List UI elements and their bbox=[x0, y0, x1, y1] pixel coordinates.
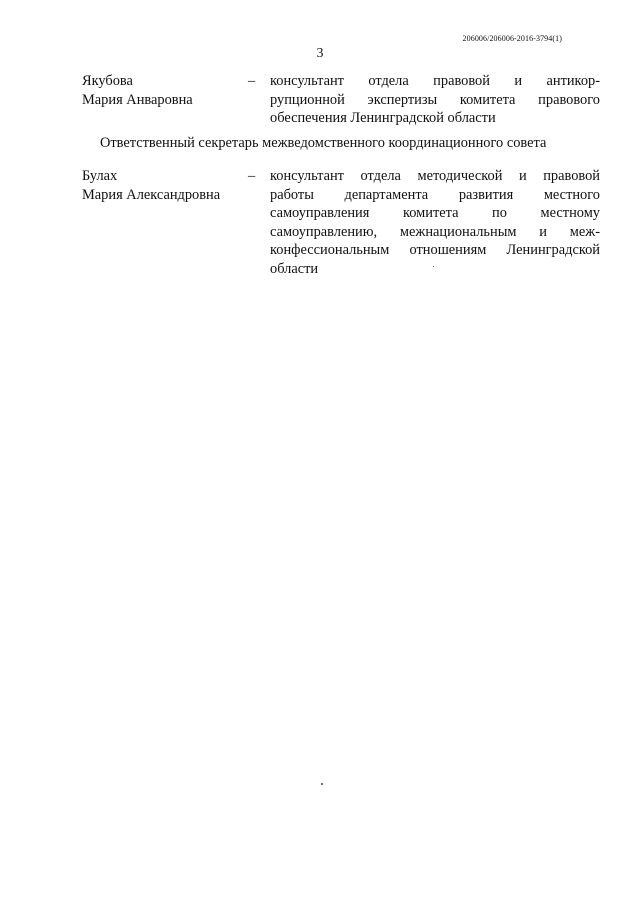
member-description bbox=[270, 167, 600, 278]
description-line: обеспечения Ленинградской области bbox=[270, 110, 496, 126]
member-surname: Булах bbox=[82, 168, 118, 184]
member-name bbox=[82, 167, 252, 204]
document-code: 206006/206006-2016-3794(1) bbox=[462, 34, 562, 43]
member-entry bbox=[82, 72, 602, 132]
member-surname: Якубова bbox=[82, 73, 133, 89]
member-entry bbox=[82, 167, 602, 277]
member-description bbox=[270, 72, 600, 128]
member-given-names: Мария Анваровна bbox=[82, 91, 193, 108]
description-line: области bbox=[270, 260, 319, 277]
description-line: самоуправлению, межнациональным и меж- bbox=[270, 223, 600, 240]
member-dash: – bbox=[248, 73, 256, 89]
description-line: консультант отдела методической и правовой bbox=[270, 168, 600, 184]
member-given-names: Мария Александровна bbox=[82, 186, 221, 203]
member-name bbox=[82, 72, 252, 109]
description-line: конфессиональным отношениям Ленинградской bbox=[270, 242, 600, 258]
scan-speck bbox=[433, 266, 434, 267]
description-line: работы департамента развития местного bbox=[270, 186, 600, 203]
member-dash: – bbox=[248, 168, 256, 184]
page-number: 3 bbox=[316, 46, 324, 61]
section-heading: Ответственный секретарь межведомственного координационного совета bbox=[100, 135, 547, 151]
description-line: консультант отдела правовой и антикор- bbox=[270, 73, 600, 89]
scan-speck bbox=[321, 783, 323, 785]
description-line: рупционной экспертизы комитета правового bbox=[270, 91, 600, 108]
description-line: самоуправления комитета по местному bbox=[270, 205, 600, 221]
